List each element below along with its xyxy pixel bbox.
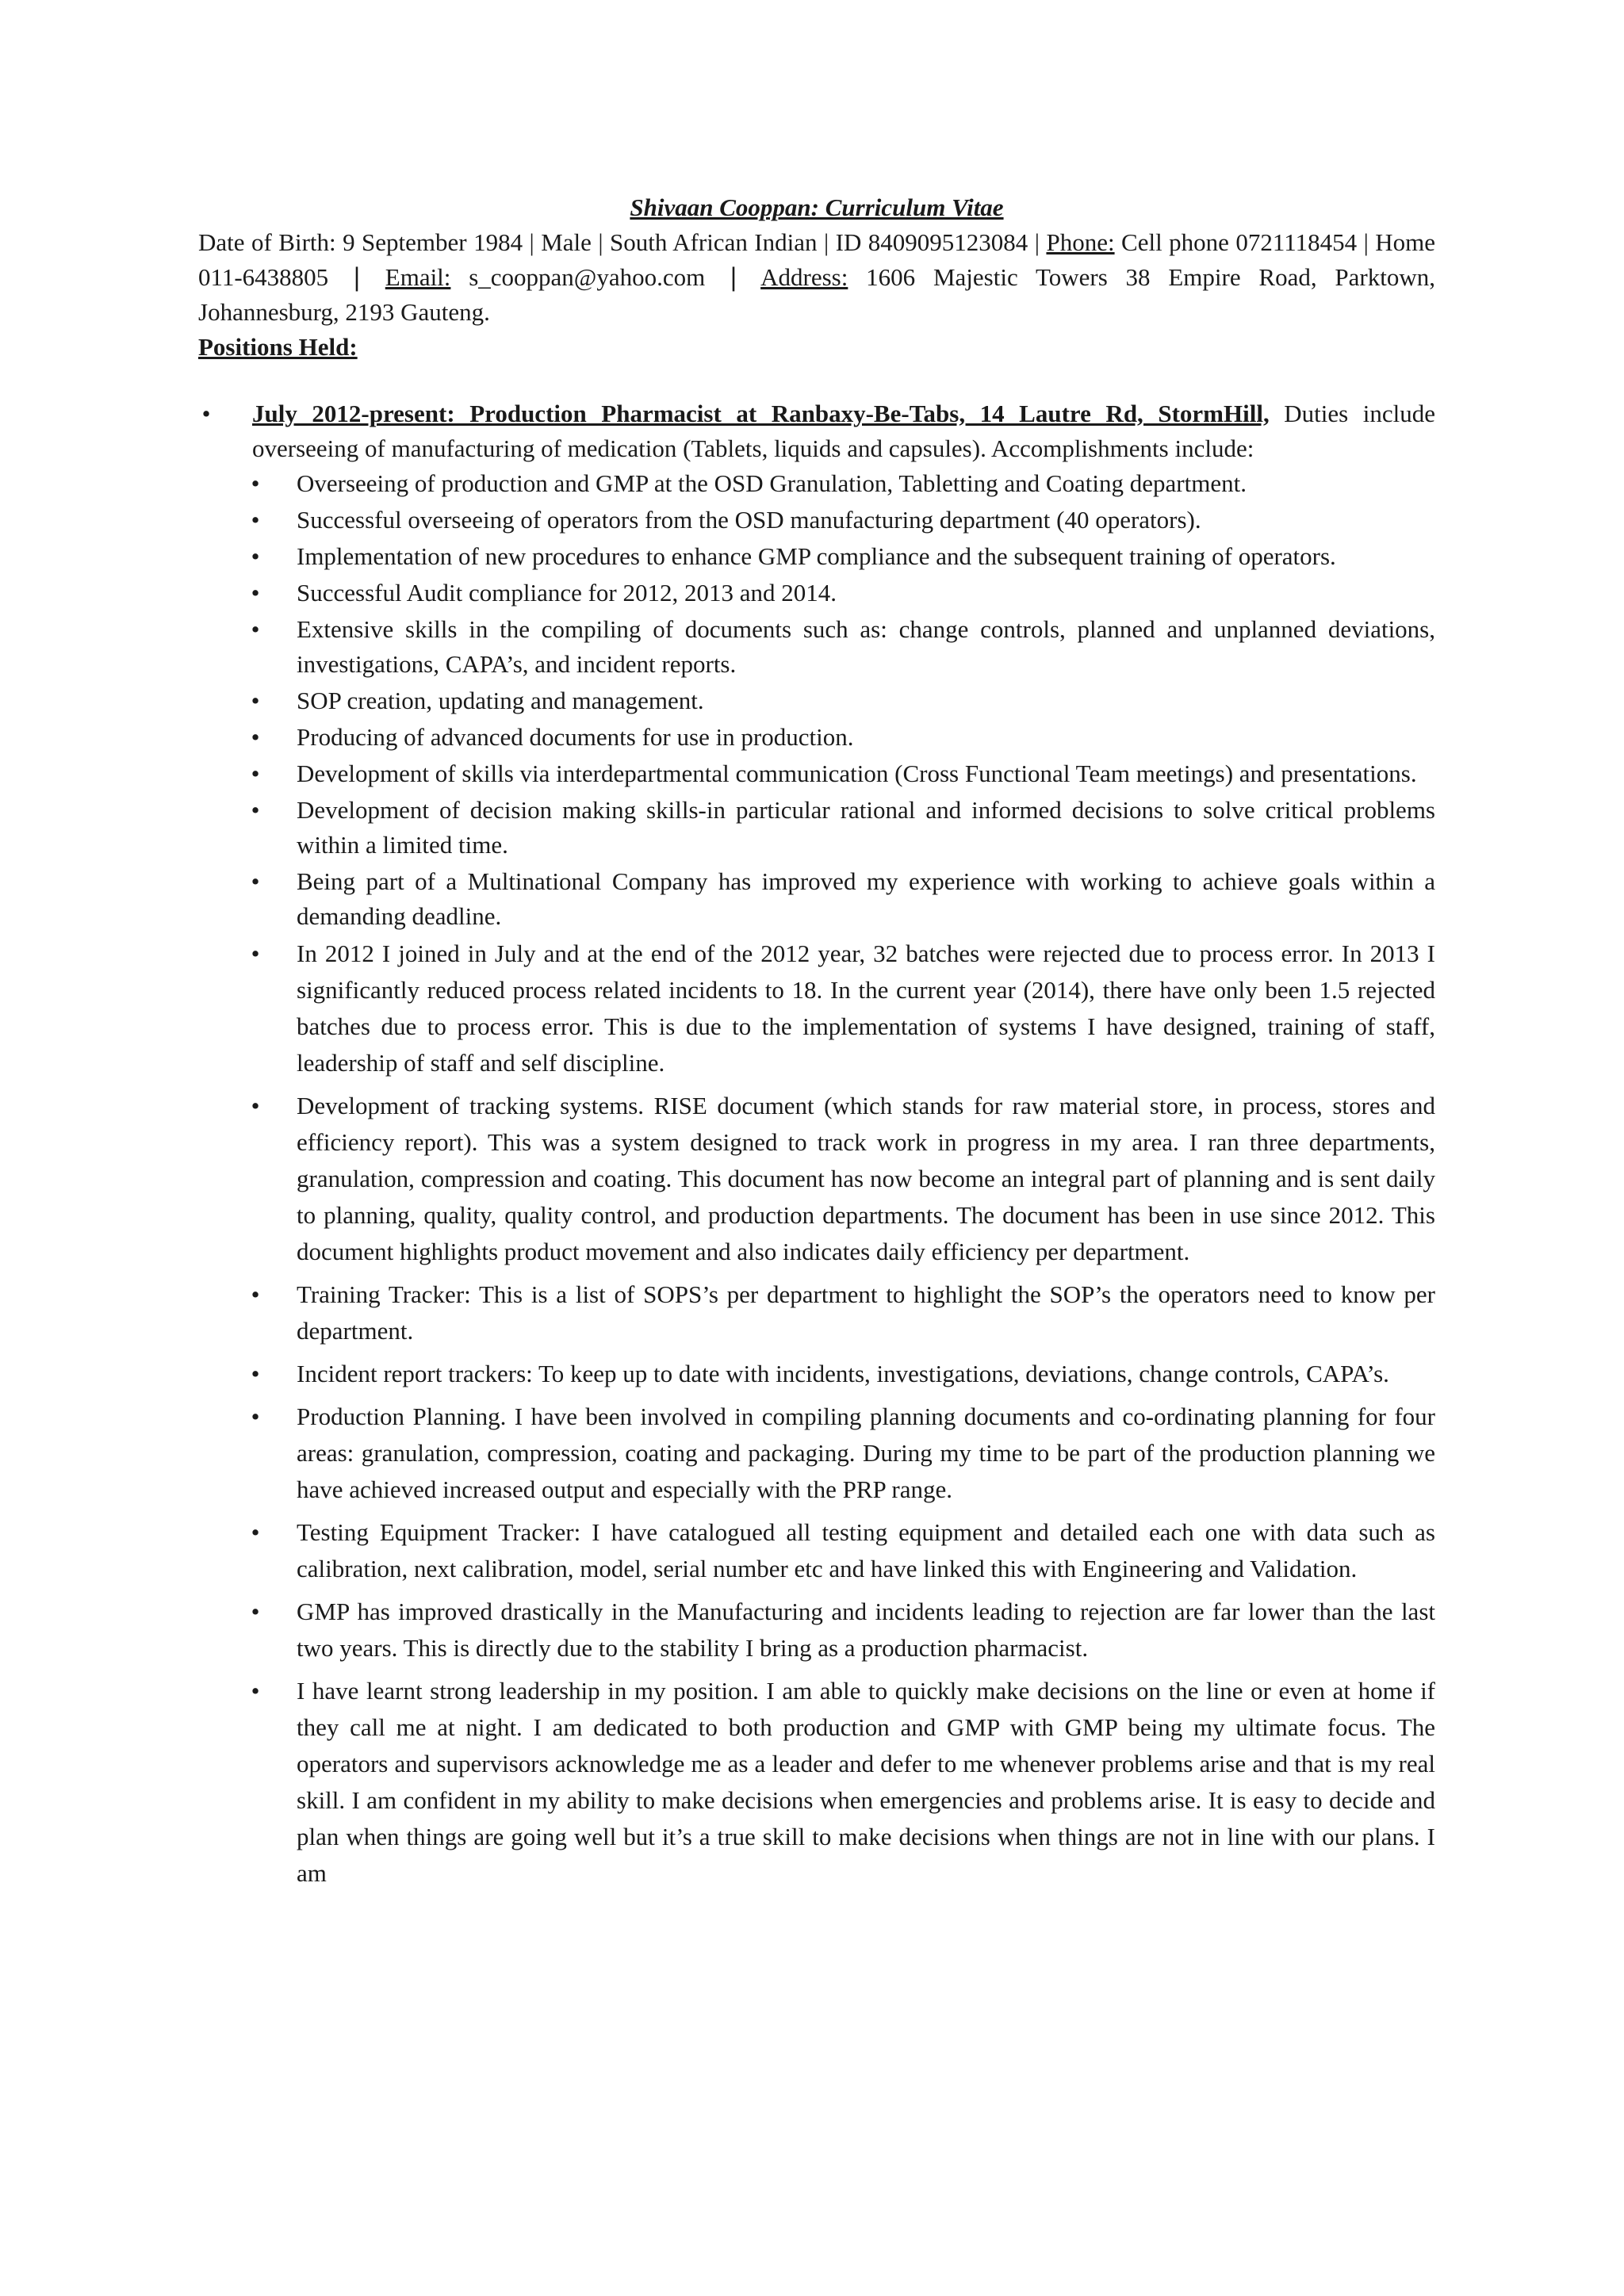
bullet-icon: • xyxy=(251,760,260,787)
list-item xyxy=(251,756,1435,791)
accomplishment-text: Being part of a Multinational Company has improved my experience with working to achieve goals within a demanding deadline. xyxy=(297,867,1435,930)
bullet-icon: • xyxy=(251,796,260,824)
bullet-icon: • xyxy=(251,1598,260,1625)
bullet-icon: • xyxy=(251,579,260,607)
bullet-icon: • xyxy=(251,723,260,751)
list-item xyxy=(251,539,1435,574)
bullet-icon: • xyxy=(251,1677,260,1705)
accomplishment-text: Training Tracker: This is a list of SOPS’s per department to highlight the SOP’s the operators need to know per department. xyxy=(297,1280,1435,1345)
list-item xyxy=(251,936,1435,1081)
accomplishments-list xyxy=(198,466,1435,1892)
position-intro: Duties include overseeing of manufacturing of medication (Tablets, liquids and capsules). Accomplishments include: xyxy=(252,400,1435,462)
list-item xyxy=(251,503,1435,538)
accomplishment-text: Successful Audit compliance for 2012, 2013 and 2014. xyxy=(297,579,837,607)
email-label: Email: xyxy=(385,263,451,291)
accomplishment-text: Overseeing of production and GMP at the OSD Granulation, Tabletting and Coating department. xyxy=(297,469,1247,497)
email-value: s_cooppan@yahoo.com ❘ xyxy=(450,263,761,291)
positions-heading: Positions Held: xyxy=(198,333,358,361)
accomplishment-text: Testing Equipment Tracker: I have catalogued all testing equipment and detailed each one with data such as calibration, next calibration, model, serial number etc and have linked this with Engineering and Validation. xyxy=(297,1518,1435,1582)
list-item xyxy=(251,466,1435,501)
personal-details xyxy=(198,225,1435,330)
address-value: 1606 Majestic Towers 38 Empire Road, Parktown, Johannesburg, 2193 Gauteng. xyxy=(198,263,1435,326)
cv-page xyxy=(198,190,1435,1898)
accomplishment-text: GMP has improved drastically in the Manufacturing and incidents leading to rejection are far lower than the last two years. This is directly due to the stability I bring as a production pharmacist. xyxy=(297,1598,1435,1662)
list-item xyxy=(251,1399,1435,1508)
bullet-icon: • xyxy=(251,506,260,534)
bullet-icon: • xyxy=(251,867,260,895)
list-item xyxy=(251,1356,1435,1392)
bullet-icon: • xyxy=(251,1518,260,1546)
list-item xyxy=(251,720,1435,755)
bullet-icon: • xyxy=(251,1402,260,1430)
accomplishment-text: In 2012 I joined in July and at the end of the 2012 year, 32 batches were rejected due to process error. In 2013 I significantly reduced process related incidents to 18. In the current year (2014), there have only been 1.5 rejected batches due to process error. This is due to the implementation of systems I have designed, training of staff, leadership of staff and self discipline. xyxy=(297,939,1435,1077)
list-item xyxy=(251,1088,1435,1270)
position-title: July 2012-present: Production Pharmacist at Ranbaxy-Be-Tabs, 14 Lautre Rd, StormHill, xyxy=(252,400,1270,427)
accomplishment-text: Incident report trackers: To keep up to date with incidents, investigations, deviations, change controls, CAPA’s. xyxy=(297,1360,1389,1387)
accomplishment-text: Extensive skills in the compiling of documents such as: change controls, planned and unplanned deviations, investigations, CAPA’s, and incident reports. xyxy=(297,615,1435,678)
accomplishment-text: Producing of advanced documents for use in production. xyxy=(297,723,854,751)
list-item xyxy=(251,793,1435,863)
bullet-icon: • xyxy=(251,1360,260,1387)
list-item xyxy=(251,576,1435,610)
position-entry xyxy=(198,396,1435,466)
accomplishment-text: Development of tracking systems. RISE document (which stands for raw material store, in process, stores and efficiency report). This was a system designed to track work in progress in my area. I ran three departments, granulation, compression and coating. This document has now become an integral part of planning and is sent daily to planning, quality, quality control, and production departments. The document has been in use since 2012. This document highlights product movement and also indicates daily efficiency per department. xyxy=(297,1092,1435,1265)
list-item xyxy=(251,1514,1435,1587)
bullet-icon: • xyxy=(251,615,260,643)
phone-label: Phone: xyxy=(1046,228,1115,256)
phone-value: Cell phone 0721118454 | Home 011-6438805 ❘ xyxy=(198,228,1435,291)
cv-title: Shivaan Cooppan: Curriculum Vitae xyxy=(630,193,1004,221)
bullet-icon: • xyxy=(201,400,211,427)
list-item xyxy=(251,1673,1435,1892)
list-item xyxy=(251,864,1435,934)
bullet-icon: • xyxy=(251,939,260,967)
personal-basic-info: Date of Birth: 9 September 1984 | Male | South African Indian | ID 8409095123084 | xyxy=(198,228,1047,256)
bullet-icon: • xyxy=(251,1280,260,1308)
accomplishment-text: Production Planning. I have been involved in compiling planning documents and co-ordinating planning for four areas: granulation, compression, coating and packaging. During my time to be part of the production planning we have achieved increased output and especially with the PRP range. xyxy=(297,1402,1435,1503)
bullet-icon: • xyxy=(251,1092,260,1119)
list-item xyxy=(251,1594,1435,1667)
accomplishment-text: I have learnt strong leadership in my position. I am able to quickly make decisions on the line or even at home if they call me at night. I am dedicated to both production and GMP with GMP being my ultimate focus. The operators and supervisors acknowledge me as a leader and defer to me whenever problems arise and that is my real skill. I am confident in my ability to make decisions when emergencies and problems arise. It is easy to decide and plan when things are going well but it’s a true skill to make decisions when things are not in line with our plans. I am xyxy=(297,1677,1435,1887)
accomplishment-text: Successful overseeing of operators from the OSD manufacturing department (40 operators). xyxy=(297,506,1201,534)
bullet-icon: • xyxy=(251,542,260,570)
accomplishment-text: Development of decision making skills-in particular rational and informed decisions to solve critical problems within a limited time. xyxy=(297,796,1435,859)
accomplishment-text: SOP creation, updating and management. xyxy=(297,687,704,714)
list-item xyxy=(251,612,1435,682)
bullet-icon: • xyxy=(251,469,260,497)
accomplishment-text: Implementation of new procedures to enhance GMP compliance and the subsequent training of operators. xyxy=(297,542,1336,570)
bullet-icon: • xyxy=(251,687,260,714)
list-item xyxy=(251,1276,1435,1349)
list-item xyxy=(251,683,1435,718)
accomplishment-text: Development of skills via interdepartmental communication (Cross Functional Team meetings) and presentations. xyxy=(297,760,1417,787)
address-label: Address: xyxy=(760,263,848,291)
